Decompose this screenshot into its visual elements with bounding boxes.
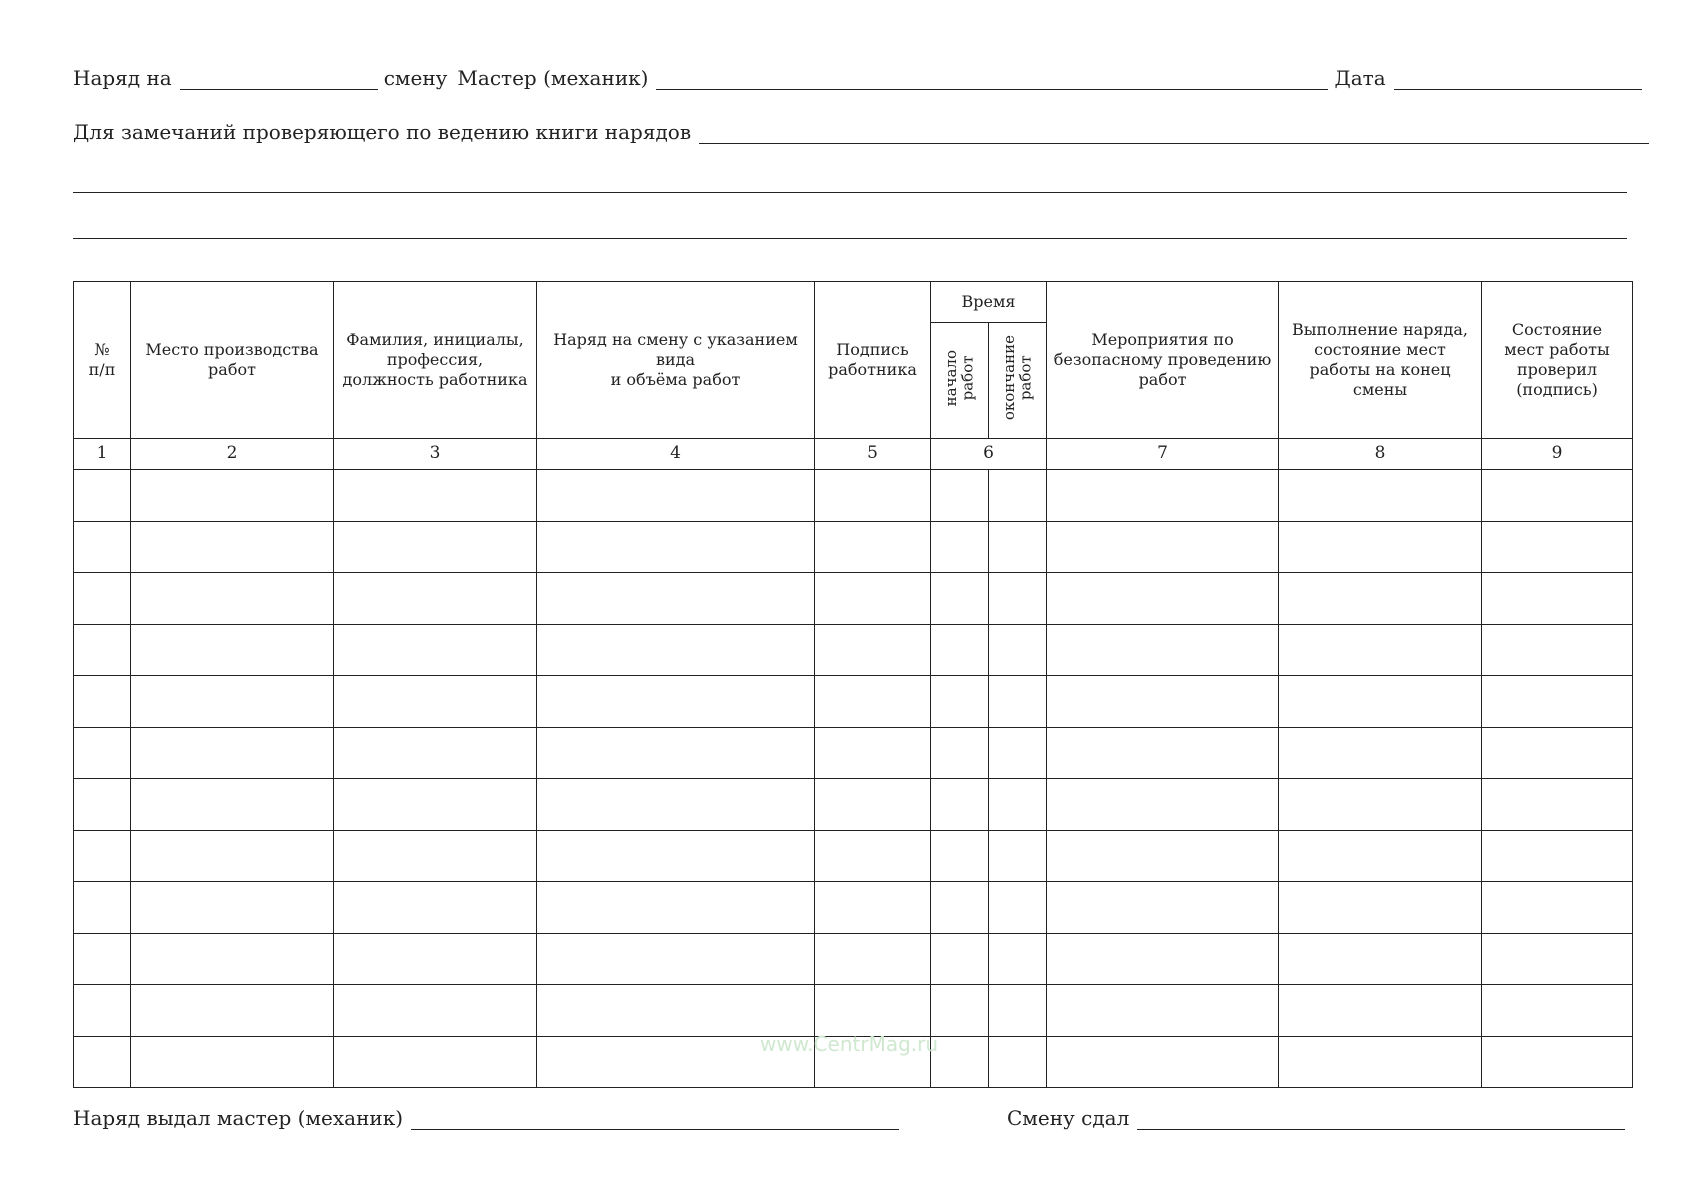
table-cell[interactable] (537, 830, 815, 882)
column-number: 9 (1482, 439, 1633, 470)
table-cell[interactable] (131, 676, 334, 728)
table-cell[interactable] (989, 985, 1047, 1037)
remarks-blank-line-2[interactable] (73, 238, 1627, 239)
column-number: 8 (1279, 439, 1482, 470)
table-cell[interactable] (1047, 1036, 1279, 1088)
table-cell[interactable] (1279, 470, 1482, 522)
table-cell[interactable] (537, 573, 815, 625)
table-cell[interactable] (74, 830, 131, 882)
remarks-field[interactable] (699, 123, 1649, 144)
table-cell[interactable] (1047, 676, 1279, 728)
table-cell[interactable] (334, 624, 537, 676)
table-cell[interactable] (537, 521, 815, 573)
table-cell[interactable] (989, 1036, 1047, 1088)
table-row (74, 521, 1633, 573)
table-row (74, 470, 1633, 522)
table-cell[interactable] (131, 1036, 334, 1088)
work-order-table (73, 281, 1633, 1088)
table-cell[interactable] (989, 624, 1047, 676)
table-row (74, 727, 1633, 779)
table-cell[interactable] (537, 985, 815, 1037)
table-cell[interactable] (1279, 676, 1482, 728)
table-cell[interactable] (74, 933, 131, 985)
table-cell[interactable] (334, 676, 537, 728)
table-cell[interactable] (1482, 933, 1633, 985)
table-cell[interactable] (815, 727, 931, 779)
column-number-row (74, 439, 1633, 470)
table-cell[interactable] (334, 985, 537, 1037)
col-header-time: Время (931, 282, 1047, 323)
table-cell[interactable] (74, 521, 131, 573)
col-header-signature: Подпись работника (815, 282, 931, 439)
table-row (74, 830, 1633, 882)
table-cell[interactable] (334, 573, 537, 625)
table-cell[interactable] (131, 727, 334, 779)
table-cell[interactable] (334, 1036, 537, 1088)
table-cell[interactable] (931, 882, 989, 934)
table-cell[interactable] (74, 573, 131, 625)
table-cell[interactable] (1047, 985, 1279, 1037)
column-number: 6 (931, 439, 1047, 470)
table-cell[interactable] (1482, 624, 1633, 676)
table-cell[interactable] (1047, 470, 1279, 522)
table-cell[interactable] (931, 727, 989, 779)
master-field[interactable] (656, 69, 1328, 90)
handed-label: Смену сдал (1007, 1106, 1130, 1130)
table-cell[interactable] (815, 676, 931, 728)
table-cell[interactable] (931, 830, 989, 882)
table-cell[interactable] (537, 624, 815, 676)
table-cell[interactable] (74, 882, 131, 934)
table-cell[interactable] (334, 830, 537, 882)
table-cell[interactable] (334, 779, 537, 831)
table-cell[interactable] (334, 727, 537, 779)
table-cell[interactable] (537, 727, 815, 779)
table-cell[interactable] (1279, 624, 1482, 676)
table-cell[interactable] (989, 933, 1047, 985)
table-cell[interactable] (1279, 882, 1482, 934)
column-number: 7 (1047, 439, 1279, 470)
shift-label: смену (383, 66, 448, 90)
table-row (74, 624, 1633, 676)
table-cell[interactable] (1279, 779, 1482, 831)
table-cell[interactable] (1482, 573, 1633, 625)
col-header-time-start (931, 323, 989, 439)
table-cell[interactable] (131, 521, 334, 573)
table-cell[interactable] (334, 470, 537, 522)
shift-field[interactable] (180, 69, 378, 90)
table-cell[interactable] (815, 573, 931, 625)
table-cell[interactable] (989, 573, 1047, 625)
table-cell[interactable] (334, 521, 537, 573)
col-header-number: № п/п (74, 282, 131, 439)
table-cell[interactable] (931, 779, 989, 831)
table-cell[interactable] (1482, 1036, 1633, 1088)
table-cell[interactable] (74, 624, 131, 676)
table-cell[interactable] (1482, 779, 1633, 831)
table-cell[interactable] (537, 779, 815, 831)
column-number: 2 (131, 439, 334, 470)
table-cell[interactable] (131, 779, 334, 831)
table-row (74, 882, 1633, 934)
table-cell[interactable] (1279, 985, 1482, 1037)
table-cell[interactable] (131, 882, 334, 934)
table-cell[interactable] (1279, 933, 1482, 985)
table-cell[interactable] (537, 676, 815, 728)
table-cell[interactable] (989, 727, 1047, 779)
table-cell[interactable] (131, 624, 334, 676)
table-cell[interactable] (1279, 727, 1482, 779)
issued-label: Наряд выдал мастер (механик) (73, 1106, 404, 1130)
table-cell[interactable] (1482, 470, 1633, 522)
table-cell[interactable] (1047, 882, 1279, 934)
table-cell[interactable] (989, 882, 1047, 934)
table-cell[interactable] (815, 624, 931, 676)
table-cell[interactable] (989, 470, 1047, 522)
table-cell[interactable] (989, 521, 1047, 573)
table-cell[interactable] (931, 521, 989, 573)
table-body (74, 470, 1633, 1088)
table-row (74, 985, 1633, 1037)
table-cell[interactable] (1047, 573, 1279, 625)
date-label: Дата (1334, 66, 1386, 90)
table-cell[interactable] (931, 573, 989, 625)
time-start-label: начало работ (942, 349, 977, 407)
date-field[interactable] (1394, 69, 1642, 90)
table-cell[interactable] (131, 830, 334, 882)
column-number: 4 (537, 439, 815, 470)
table-cell[interactable] (1047, 830, 1279, 882)
table-cell[interactable] (1482, 882, 1633, 934)
table-cell[interactable] (537, 470, 815, 522)
table-cell[interactable] (1482, 727, 1633, 779)
table-cell[interactable] (1279, 521, 1482, 573)
table-cell[interactable] (1482, 676, 1633, 728)
column-number: 3 (334, 439, 537, 470)
table-row (74, 779, 1633, 831)
table-cell[interactable] (537, 882, 815, 934)
handed-field[interactable] (1137, 1109, 1625, 1130)
col-header-order: Наряд на смену с указанием вида и объёма работ (537, 282, 815, 439)
table-cell[interactable] (74, 676, 131, 728)
table-cell[interactable] (74, 1036, 131, 1088)
table-cell[interactable] (989, 779, 1047, 831)
table-cell[interactable] (537, 933, 815, 985)
table-cell[interactable] (931, 933, 989, 985)
remarks-line (73, 120, 1649, 144)
order-header-line (73, 66, 1642, 90)
table-cell[interactable] (931, 985, 989, 1037)
table-cell[interactable] (815, 830, 931, 882)
table-row (74, 676, 1633, 728)
table-cell[interactable] (1047, 624, 1279, 676)
table-cell[interactable] (74, 727, 131, 779)
table-cell[interactable] (74, 470, 131, 522)
remarks-blank-line-1[interactable] (73, 192, 1627, 193)
table-cell[interactable] (815, 933, 931, 985)
table-cell[interactable] (1047, 727, 1279, 779)
col-header-checked: Состояние мест работы проверил (подпись) (1482, 282, 1633, 439)
table-cell[interactable] (815, 779, 931, 831)
column-number: 5 (815, 439, 931, 470)
table-cell[interactable] (1279, 1036, 1482, 1088)
table-cell[interactable] (1482, 985, 1633, 1037)
master-label: Мастер (механик) (457, 66, 649, 90)
table-cell[interactable] (1047, 779, 1279, 831)
table-cell[interactable] (131, 933, 334, 985)
table-cell[interactable] (815, 882, 931, 934)
table-cell[interactable] (815, 470, 931, 522)
table-cell[interactable] (989, 676, 1047, 728)
table-cell[interactable] (1482, 521, 1633, 573)
col-header-safety: Мероприятия по безопасному проведению работ (1047, 282, 1279, 439)
table-row (74, 573, 1633, 625)
table-cell[interactable] (815, 985, 931, 1037)
handed-line (1007, 1106, 1625, 1130)
table-cell[interactable] (131, 985, 334, 1037)
table-cell[interactable] (1279, 830, 1482, 882)
col-header-time-end (989, 323, 1047, 439)
table-row (74, 933, 1633, 985)
table-cell[interactable] (931, 676, 989, 728)
table-cell[interactable] (334, 882, 537, 934)
table-cell[interactable] (131, 573, 334, 625)
time-end-label: окончание работ (1000, 335, 1035, 421)
table-cell[interactable] (931, 1036, 989, 1088)
col-header-name: Фамилия, инициалы, профессия, должность работника (334, 282, 537, 439)
table-cell[interactable] (1047, 933, 1279, 985)
table-cell[interactable] (1047, 521, 1279, 573)
remarks-label: Для замечаний проверяющего по ведению книги нарядов (73, 120, 692, 144)
table-cell[interactable] (74, 779, 131, 831)
column-number: 1 (74, 439, 131, 470)
table-cell[interactable] (931, 470, 989, 522)
col-header-place: Место производства работ (131, 282, 334, 439)
table-cell[interactable] (931, 624, 989, 676)
issued-line (73, 1106, 905, 1130)
table-cell[interactable] (989, 830, 1047, 882)
issued-field[interactable] (411, 1109, 899, 1130)
watermark: www.CentrMag.ru (760, 1032, 939, 1056)
table-cell[interactable] (815, 521, 931, 573)
order-label: Наряд на (73, 66, 172, 90)
table-cell[interactable] (1482, 830, 1633, 882)
table-cell[interactable] (1279, 573, 1482, 625)
table-cell[interactable] (74, 985, 131, 1037)
col-header-completion: Выполнение наряда, состояние мест работы на конец смены (1279, 282, 1482, 439)
table-cell[interactable] (334, 933, 537, 985)
table-cell[interactable] (131, 470, 334, 522)
